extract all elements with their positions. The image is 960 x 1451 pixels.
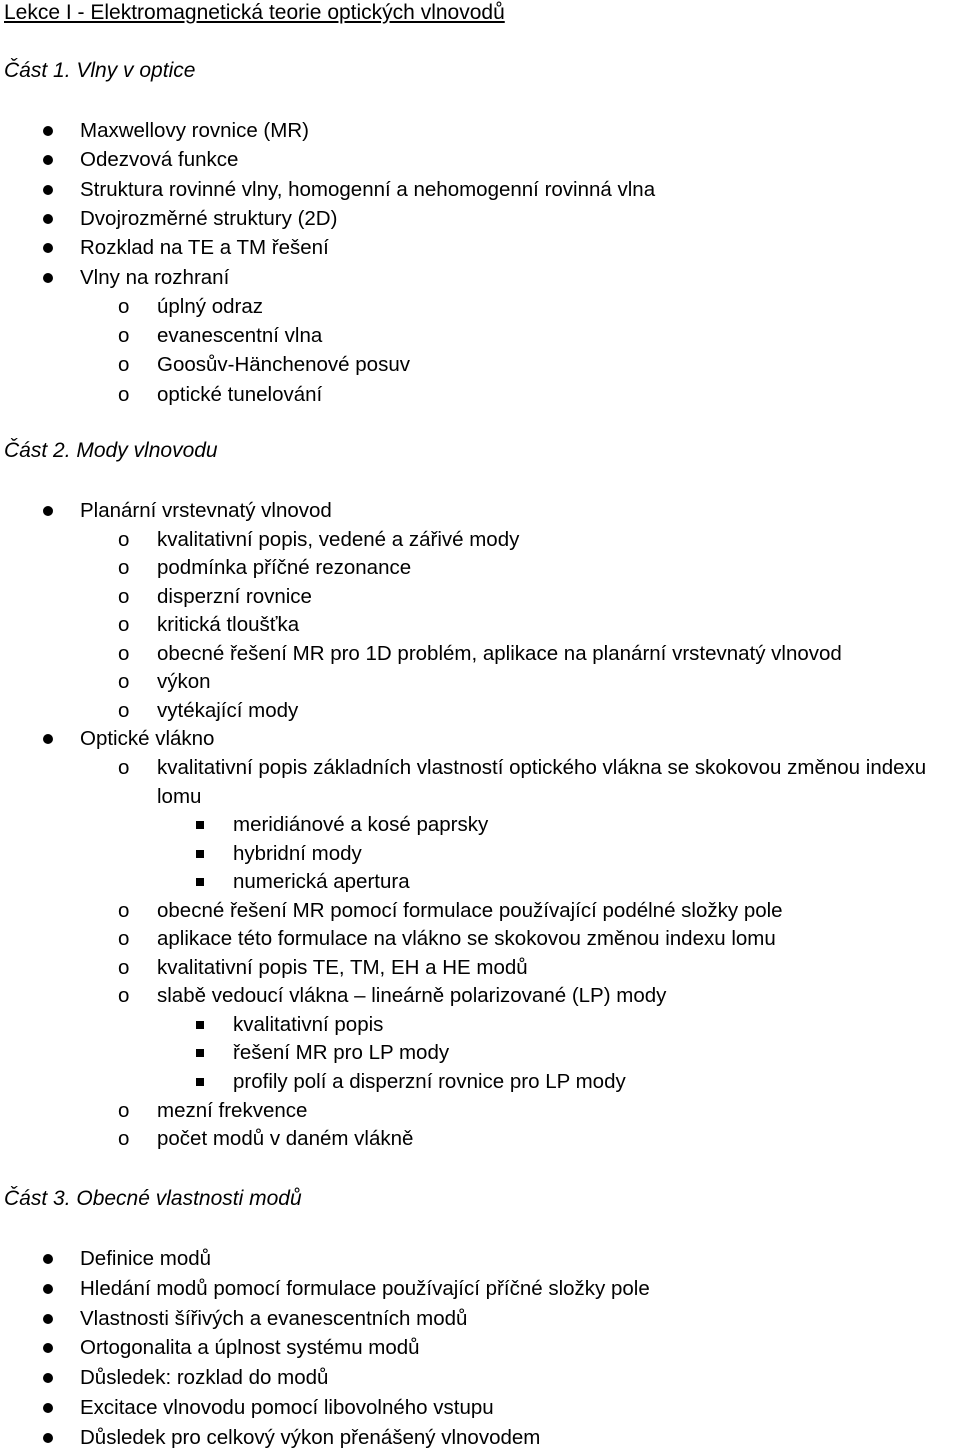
bullet-icon xyxy=(43,273,53,283)
list-item: meridiánové a kosé paprsky xyxy=(233,813,489,836)
bullet-icon xyxy=(43,155,53,165)
bullet-icon xyxy=(43,734,53,744)
list-item: kritická tloušťka xyxy=(157,613,300,636)
list-item: obecné řešení MR pomocí formulace používající podélné složky pole xyxy=(157,899,783,922)
circle-bullet-icon: o xyxy=(118,756,130,779)
circle-bullet-icon: o xyxy=(118,984,130,1007)
list-item: kvalitativní popis TE, TM, EH a HE modů xyxy=(157,956,528,979)
bullet-icon xyxy=(43,1343,53,1353)
list-item: Vlny na rozhraní xyxy=(80,266,230,289)
circle-bullet-icon: o xyxy=(118,899,130,922)
list-item: Důsledek pro celkový výkon přenášený vlnovodem xyxy=(80,1426,541,1449)
list-item: úplný odraz xyxy=(157,295,263,318)
bullet-icon xyxy=(43,506,53,516)
list-item: Definice modů xyxy=(80,1247,212,1270)
list-item: kvalitativní popis základních vlastností optického vlákna se skokovou změnou indexu xyxy=(157,756,927,779)
list-item: numerická apertura xyxy=(233,870,410,893)
circle-bullet-icon: o xyxy=(118,556,130,579)
circle-bullet-icon: o xyxy=(118,1099,130,1122)
page-title: Lekce I - Elektromagnetická teorie optických vlnovodů xyxy=(4,1,505,24)
circle-bullet-icon: o xyxy=(118,295,130,318)
list-item: Hledání modů pomocí formulace používající příčné složky pole xyxy=(80,1277,650,1300)
circle-bullet-icon: o xyxy=(118,670,130,693)
list-item: kvalitativní popis xyxy=(233,1013,384,1036)
circle-bullet-icon: o xyxy=(118,353,130,376)
circle-bullet-icon: o xyxy=(118,1127,130,1150)
bullet-icon xyxy=(43,1254,53,1264)
section-heading: Část 3. Obecné vlastnosti modů xyxy=(4,1187,302,1210)
circle-bullet-icon: o xyxy=(118,383,130,406)
list-item: evanescentní vlna xyxy=(157,324,323,347)
list-item: slabě vedoucí vlákna – lineárně polarizované (LP) mody xyxy=(157,984,667,1007)
list-item: počet modů v daném vlákně xyxy=(157,1127,414,1150)
bullet-icon xyxy=(43,1403,53,1413)
list-item: Ortogonalita a úplnost systému modů xyxy=(80,1336,420,1359)
circle-bullet-icon: o xyxy=(118,324,130,347)
circle-bullet-icon: o xyxy=(118,642,130,665)
bullet-icon xyxy=(43,126,53,136)
list-item-continuation: lomu xyxy=(157,785,202,808)
list-item: disperzní rovnice xyxy=(157,585,312,608)
section-heading: Část 1. Vlny v optice xyxy=(4,59,196,82)
square-bullet-icon xyxy=(196,1078,204,1086)
circle-bullet-icon: o xyxy=(118,927,130,950)
list-item: hybridní mody xyxy=(233,842,362,865)
square-bullet-icon xyxy=(196,850,204,858)
list-item: řešení MR pro LP mody xyxy=(233,1041,450,1064)
list-item: Struktura rovinné vlny, homogenní a nehomogenní rovinná vlna xyxy=(80,178,656,201)
square-bullet-icon xyxy=(196,1049,204,1057)
bullet-icon xyxy=(43,1314,53,1324)
list-item: mezní frekvence xyxy=(157,1099,308,1122)
list-item: vytékající mody xyxy=(157,699,299,722)
list-item: Dvojrozměrné struktury (2D) xyxy=(80,207,338,230)
circle-bullet-icon: o xyxy=(118,956,130,979)
bullet-icon xyxy=(43,185,53,195)
bullet-icon xyxy=(43,1373,53,1383)
list-item: výkon xyxy=(157,670,211,693)
list-item: Goosův-Hänchenové posuv xyxy=(157,353,410,376)
list-item: aplikace této formulace na vlákno se skokovou změnou indexu lomu xyxy=(157,927,776,950)
square-bullet-icon xyxy=(196,1021,204,1029)
bullet-icon xyxy=(43,243,53,253)
list-item: Excitace vlnovodu pomocí libovolného vstupu xyxy=(80,1396,494,1419)
square-bullet-icon xyxy=(196,821,204,829)
list-item: obecné řešení MR pro 1D problém, aplikace na planární vrstevnatý vlnovod xyxy=(157,642,842,665)
list-item: Rozklad na TE a TM řešení xyxy=(80,236,329,259)
list-item: Optické vlákno xyxy=(80,727,215,750)
list-item: Vlastnosti šířivých a evanescentních modů xyxy=(80,1307,468,1330)
list-item: Planární vrstevnatý vlnovod xyxy=(80,499,332,522)
circle-bullet-icon: o xyxy=(118,699,130,722)
circle-bullet-icon: o xyxy=(118,585,130,608)
list-item: Důsledek: rozklad do modů xyxy=(80,1366,329,1389)
list-item: Maxwellovy rovnice (MR) xyxy=(80,119,309,142)
circle-bullet-icon: o xyxy=(118,613,130,636)
square-bullet-icon xyxy=(196,878,204,886)
section-heading: Část 2. Mody vlnovodu xyxy=(4,439,218,462)
list-item: optické tunelování xyxy=(157,383,323,406)
bullet-icon xyxy=(43,1284,53,1294)
list-item: Odezvová funkce xyxy=(80,148,239,171)
list-item: podmínka příčné rezonance xyxy=(157,556,412,579)
circle-bullet-icon: o xyxy=(118,528,130,551)
bullet-icon xyxy=(43,1433,53,1443)
list-item: kvalitativní popis, vedené a zářivé mody xyxy=(157,528,520,551)
bullet-icon xyxy=(43,214,53,224)
list-item: profily polí a disperzní rovnice pro LP mody xyxy=(233,1070,626,1093)
